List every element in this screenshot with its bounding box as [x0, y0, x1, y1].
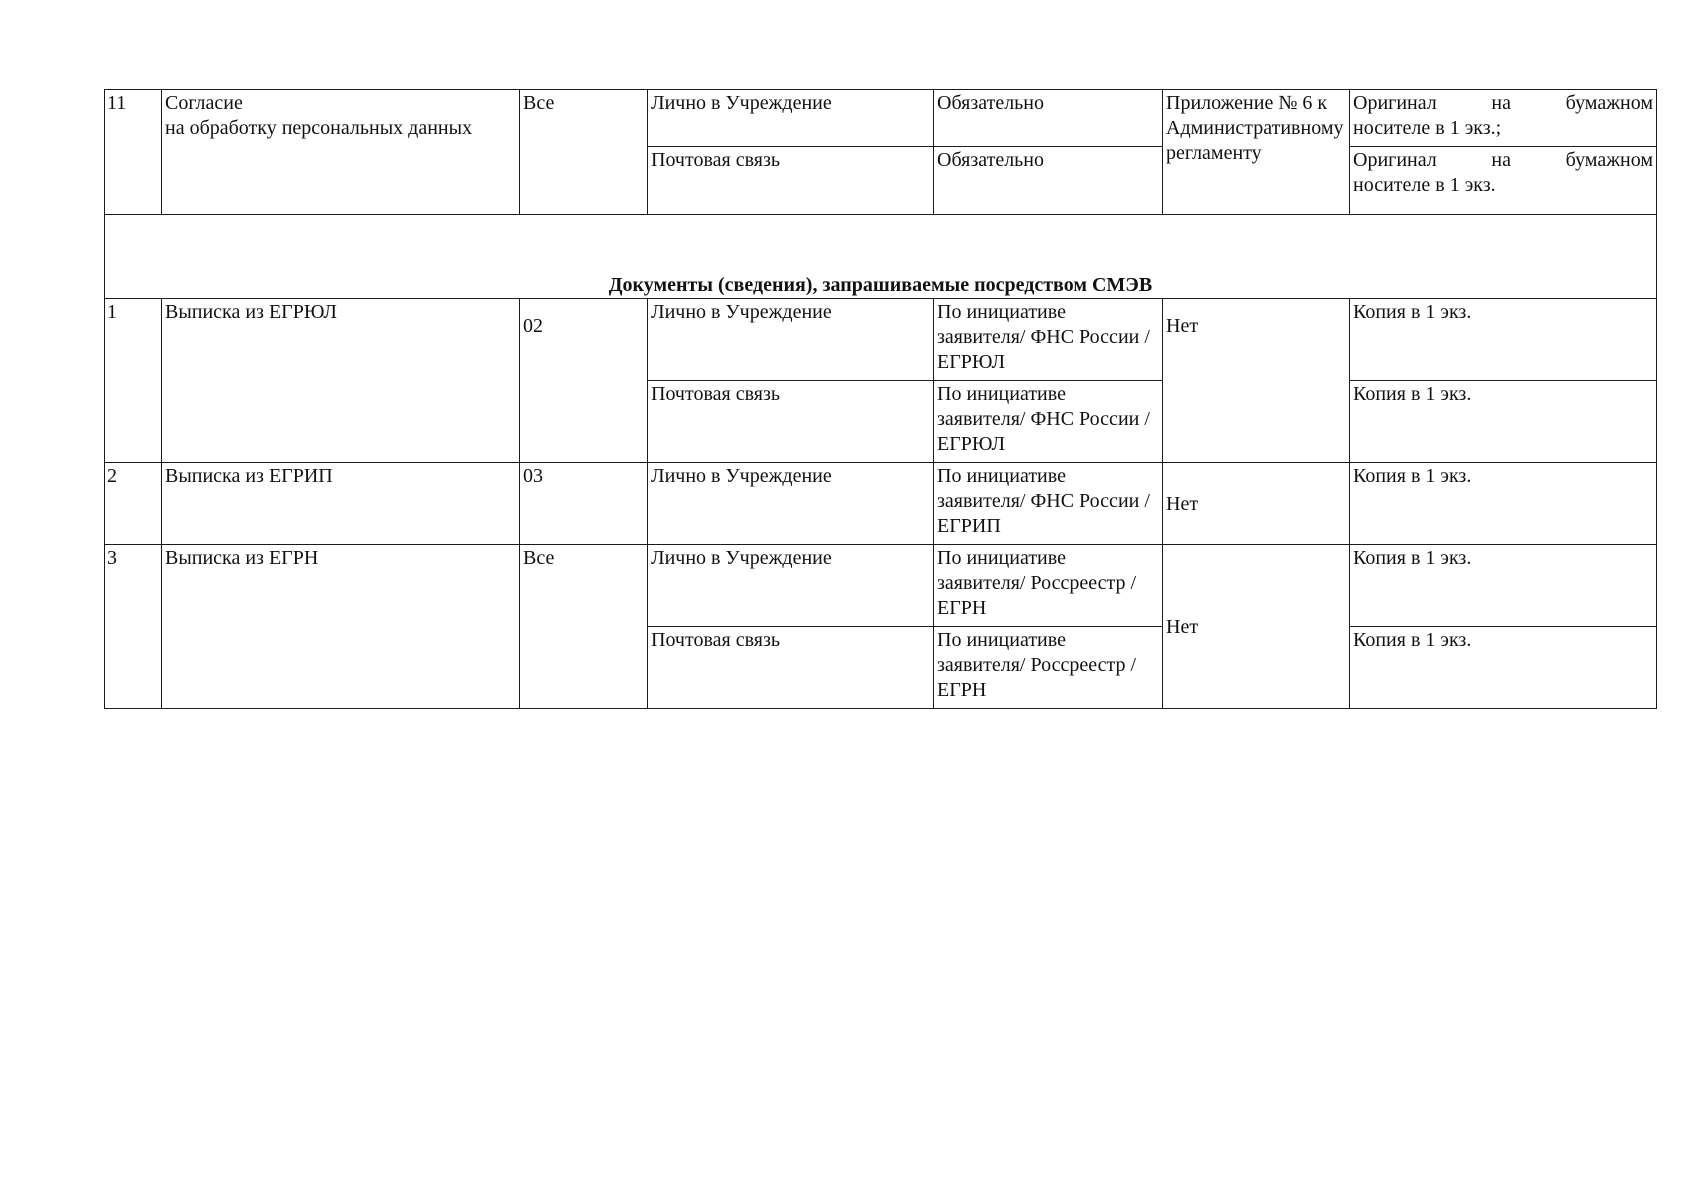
document-format-line1: Оригинал на бумажном [1353, 92, 1653, 114]
requirement-status: По инициативе заявителя/ ФНС России / ЕГРЮЛ [934, 299, 1163, 381]
category-code: 02 [523, 315, 543, 337]
document-format [1350, 90, 1657, 147]
applicant-category: Все [520, 545, 648, 709]
submission-method: Лично в Учреждение [648, 90, 934, 147]
row-number: 1 [105, 299, 162, 463]
submission-method: Почтовая связь [648, 147, 934, 215]
document-name-line2: на обработку персональных данных [165, 117, 473, 139]
document-format-line2: носителе в 1 экз. [1353, 174, 1496, 196]
document-format-line2: носителе в 1 экз.; [1353, 117, 1502, 139]
form-reference: Нет [1163, 463, 1350, 545]
table-row-2 [105, 463, 1657, 545]
table-row-3 [105, 545, 1657, 627]
document-format: Копия в 1 экз. [1350, 381, 1657, 463]
row-number: 3 [105, 545, 162, 709]
row-number: 11 [105, 90, 162, 215]
document-format [1350, 147, 1657, 215]
applicant-category: 03 [520, 463, 648, 545]
form-reference: Нет [1163, 545, 1350, 709]
form-reference: Приложение № 6 к Административному регламенту [1163, 90, 1350, 215]
applicant-category [520, 299, 648, 463]
requirement-status: По инициативе заявителя/ Россреестр / ЕГРН [934, 627, 1163, 709]
document-name: Выписка из ЕГРН [162, 545, 520, 709]
submission-method: Почтовая связь [648, 381, 934, 463]
requirement-status: Обязательно [934, 147, 1163, 215]
document-name [162, 90, 520, 215]
form-reference-value: Нет [1166, 315, 1199, 337]
submission-method: Лично в Учреждение [648, 299, 934, 381]
requirement-status: По инициативе заявителя/ Россреестр / ЕГРН [934, 545, 1163, 627]
document-name: Выписка из ЕГРЮЛ [162, 299, 520, 463]
submission-method: Лично в Учреждение [648, 463, 934, 545]
submission-method: Лично в Учреждение [648, 545, 934, 627]
section-heading-row [105, 215, 1657, 299]
documents-table [104, 89, 1657, 709]
requirement-status: Обязательно [934, 90, 1163, 147]
document-name: Выписка из ЕГРИП [162, 463, 520, 545]
document-format: Копия в 1 экз. [1350, 627, 1657, 709]
document-format-line1: Оригинал на бумажном [1353, 149, 1653, 171]
requirement-status: По инициативе заявителя/ ФНС России / ЕГРЮЛ [934, 381, 1163, 463]
form-reference [1163, 299, 1350, 463]
table-row-1 [105, 299, 1657, 381]
table-row-11 [105, 90, 1657, 147]
submission-method: Почтовая связь [648, 627, 934, 709]
document-format: Копия в 1 экз. [1350, 545, 1657, 627]
section-title: Документы (сведения), запрашиваемые посредством СМЭВ [105, 215, 1657, 299]
requirement-status: По инициативе заявителя/ ФНС России / ЕГРИП [934, 463, 1163, 545]
applicant-category: Все [520, 90, 648, 215]
document-format: Копия в 1 экз. [1350, 463, 1657, 545]
row-number: 2 [105, 463, 162, 545]
document-format: Копия в 1 экз. [1350, 299, 1657, 381]
document-name-line1: Согласие [165, 92, 243, 114]
